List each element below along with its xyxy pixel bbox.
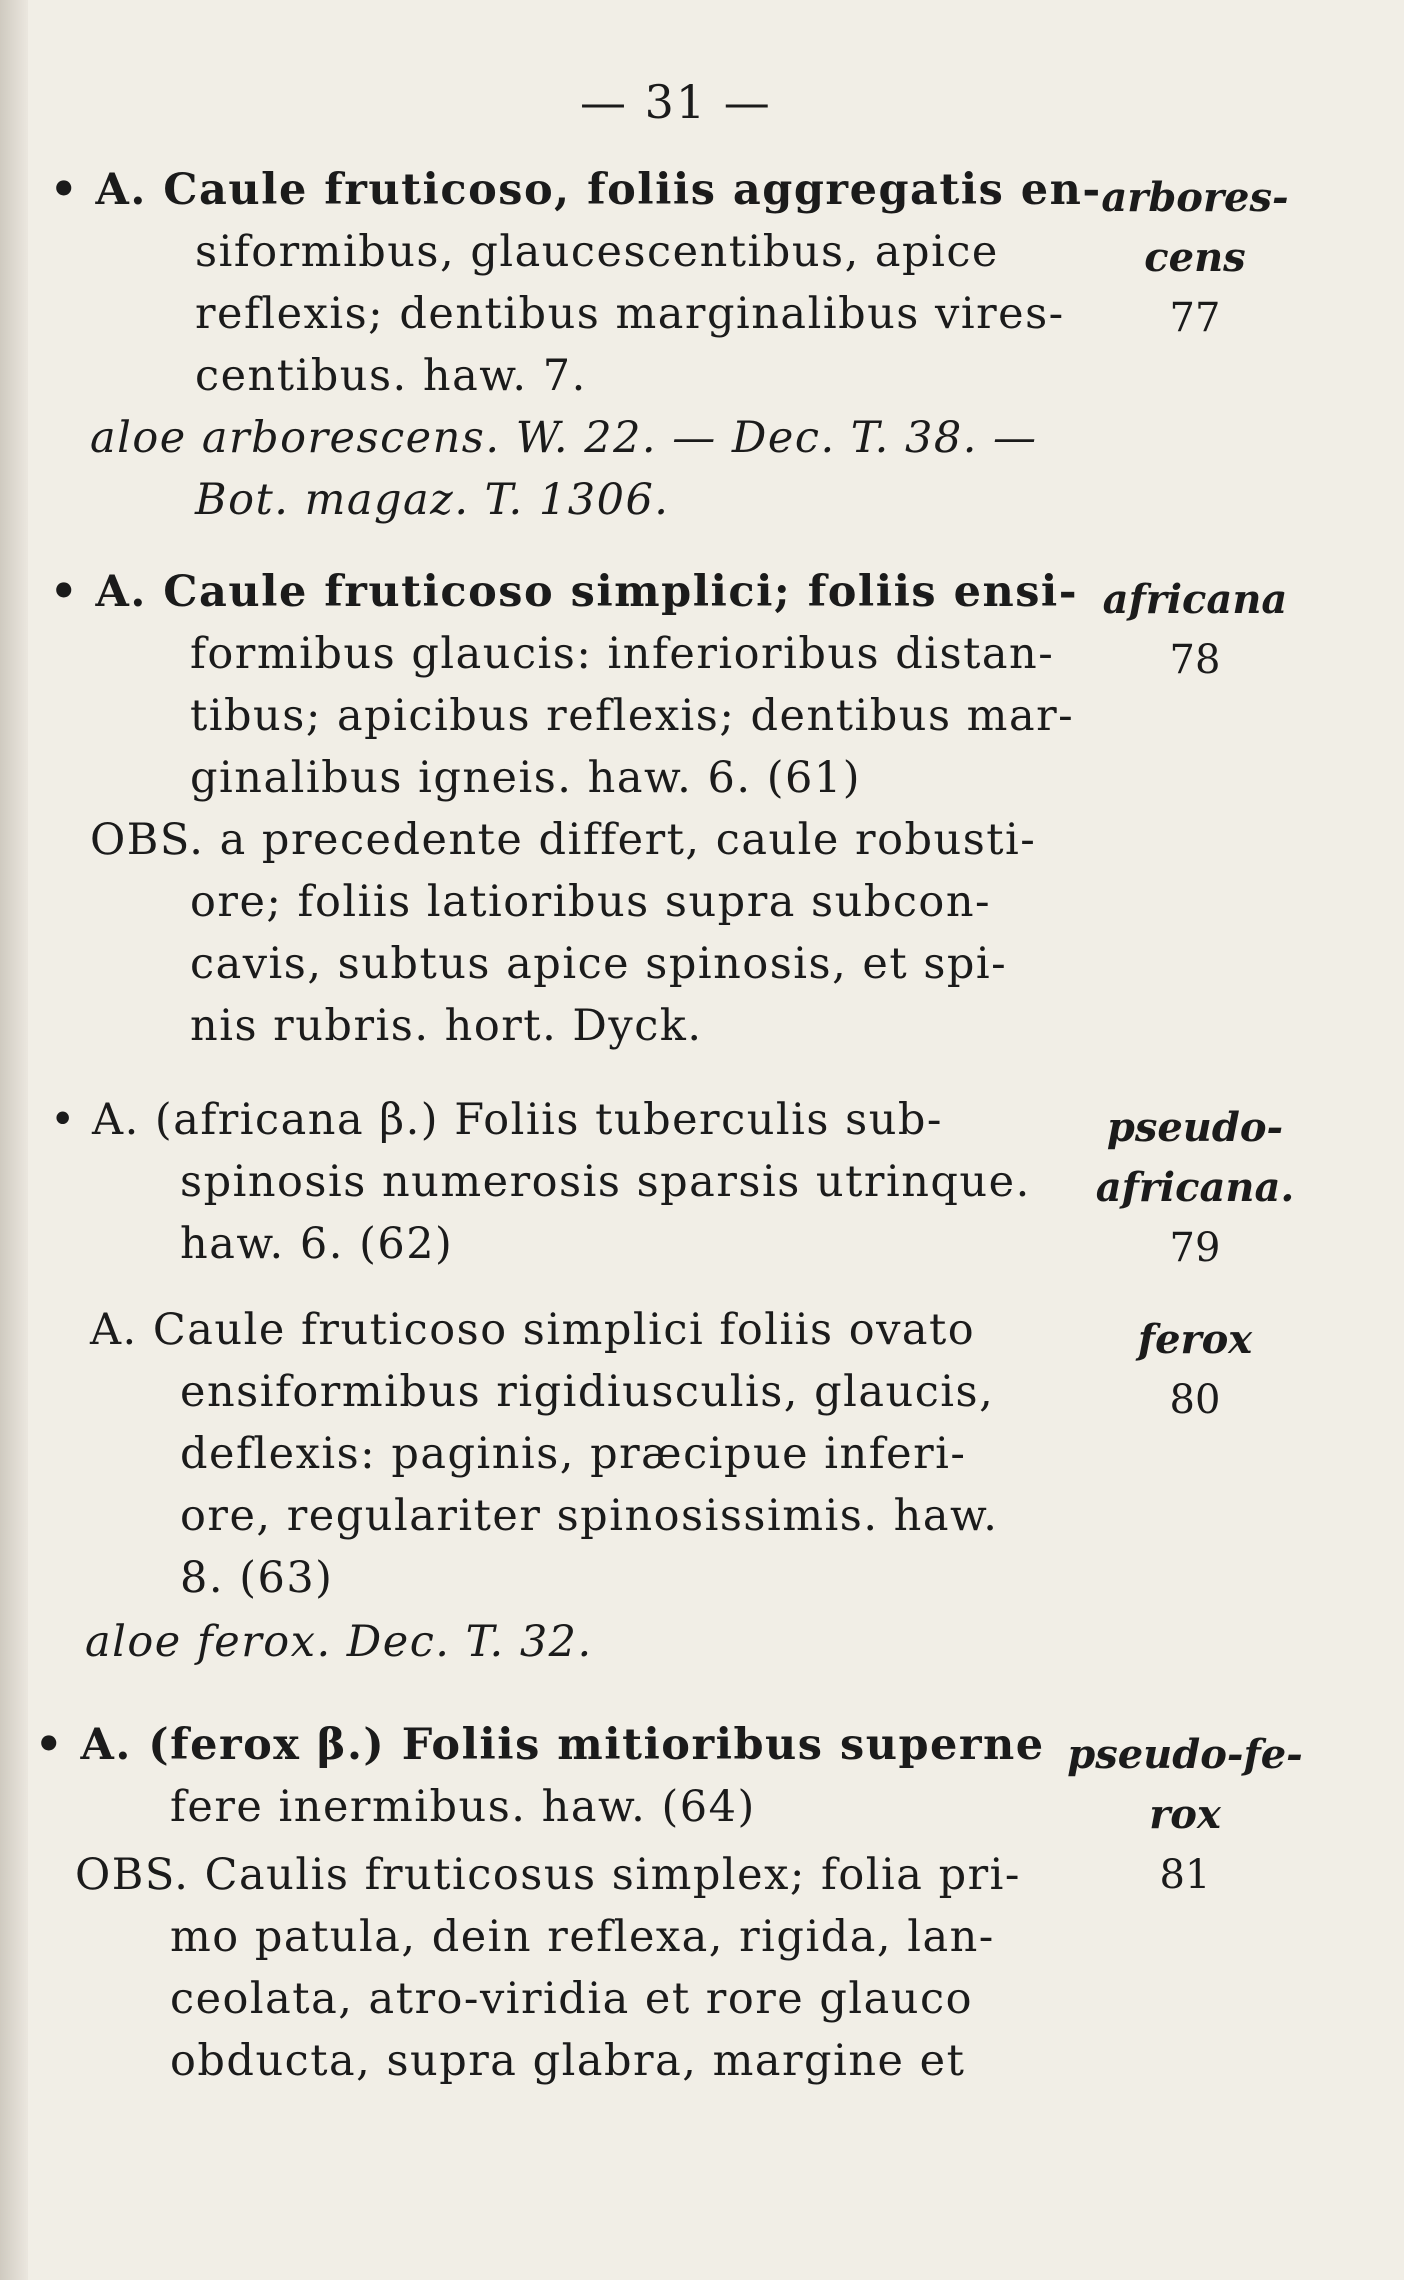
entry-1-margin-name-line-1: arbores-: [1101, 174, 1289, 221]
entry-1-margin-name-line-2: cens: [1144, 234, 1246, 281]
entry-4-line-1: A. Caule fruticoso simplici foliis ovato: [90, 1305, 976, 1355]
entry-5-obs-line-4: obducta, supra glabra, margine et: [170, 2036, 966, 2086]
entry-3-margin-name: [1070, 1098, 1320, 1278]
entry-3-line-1: • A. (africana β.) Foliis tuberculis sub-: [50, 1095, 943, 1145]
entry-5-margin-number: 81: [1159, 1852, 1211, 1898]
entry-5-obs-line-1: OBS. Caulis fruticosus simplex; folia pri-: [75, 1850, 1021, 1900]
entry-3-margin-name-line-2: africana.: [1095, 1164, 1295, 1211]
entry-5-margin-name-line-2: rox: [1149, 1791, 1221, 1838]
entry-2-line-3: tibus; apicibus reflexis; dentibus mar-: [190, 691, 1075, 741]
entry-2-margin-name-line-1: africana: [1102, 576, 1288, 623]
entry-4-line-3: deflexis: paginis, præcipue inferi-: [180, 1429, 967, 1479]
entry-4-margin-number: 80: [1169, 1377, 1221, 1423]
entry-2-obs-line-1: OBS. a precedente differt, caule robusti-: [90, 815, 1037, 865]
entry-1-line-6: Bot. magaz. T. 1306.: [195, 475, 670, 525]
entry-5-line-2: fere inermibus. haw. (64): [170, 1782, 756, 1832]
page-gutter: [0, 0, 28, 2280]
entry-2-obs-line-4: nis rubris. hort. Dyck.: [190, 1001, 703, 1051]
entry-3-margin-name-line-1: pseudo-: [1106, 1104, 1284, 1151]
entry-2-margin-name: [1070, 570, 1320, 690]
entry-5-line-1: • A. (ferox β.) Foliis mitioribus superne: [35, 1720, 1045, 1770]
entry-1-line-2: siformibus, glaucescentibus, apice: [195, 227, 999, 277]
entry-2-line-1: • A. Caule fruticoso simplici; foliis ensi-: [50, 567, 1079, 617]
entry-1-margin-number: 77: [1169, 295, 1221, 341]
entry-3-line-2: spinosis numerosis sparsis utrinque.: [180, 1157, 1031, 1207]
entry-1-line-1: • A. Caule fruticoso, foliis aggregatis en-: [50, 165, 1102, 215]
entry-4-margin-name: [1070, 1310, 1320, 1430]
entry-1-margin-name: [1070, 168, 1320, 348]
entry-1-line-5: aloe arborescens. W. 22. — Dec. T. 38. —: [90, 413, 1038, 463]
entry-2-obs-line-2: ore; foliis latioribus supra subcon-: [190, 877, 992, 927]
entry-2-line-4: ginalibus igneis. haw. 6. (61): [190, 753, 861, 803]
entry-2-obs-line-3: cavis, subtus apice spinosis, et spi-: [190, 939, 1008, 989]
entry-4-line-5: 8. (63): [180, 1553, 334, 1603]
entry-5-margin-name: [1060, 1725, 1310, 1905]
entry-5-obs-line-3: ceolata, atro-viridia et rore glauco: [170, 1974, 973, 2024]
entry-2-margin-number: 78: [1169, 637, 1221, 683]
entry-2-line-2: formibus glaucis: inferioribus distan-: [190, 629, 1055, 679]
page-number: — 31 —: [580, 75, 772, 129]
entry-5-obs-line-2: mo patula, dein reflexa, rigida, lan-: [170, 1912, 995, 1962]
entry-4-line-4: ore, regulariter spinosissimis. haw.: [180, 1491, 999, 1541]
entry-1-line-4: centibus. haw. 7.: [195, 351, 587, 401]
entry-4-margin-name-line-1: ferox: [1137, 1316, 1253, 1363]
entry-1-line-3: reflexis; dentibus marginalibus vires-: [195, 289, 1065, 339]
entry-4-line-6: aloe ferox. Dec. T. 32.: [85, 1617, 593, 1667]
entry-3-margin-number: 79: [1169, 1225, 1221, 1271]
entry-5-margin-name-line-1: pseudo-fe-: [1067, 1731, 1303, 1778]
entry-3-line-3: haw. 6. (62): [180, 1219, 454, 1269]
entry-4-line-2: ensiformibus rigidiusculis, glaucis,: [180, 1367, 995, 1417]
